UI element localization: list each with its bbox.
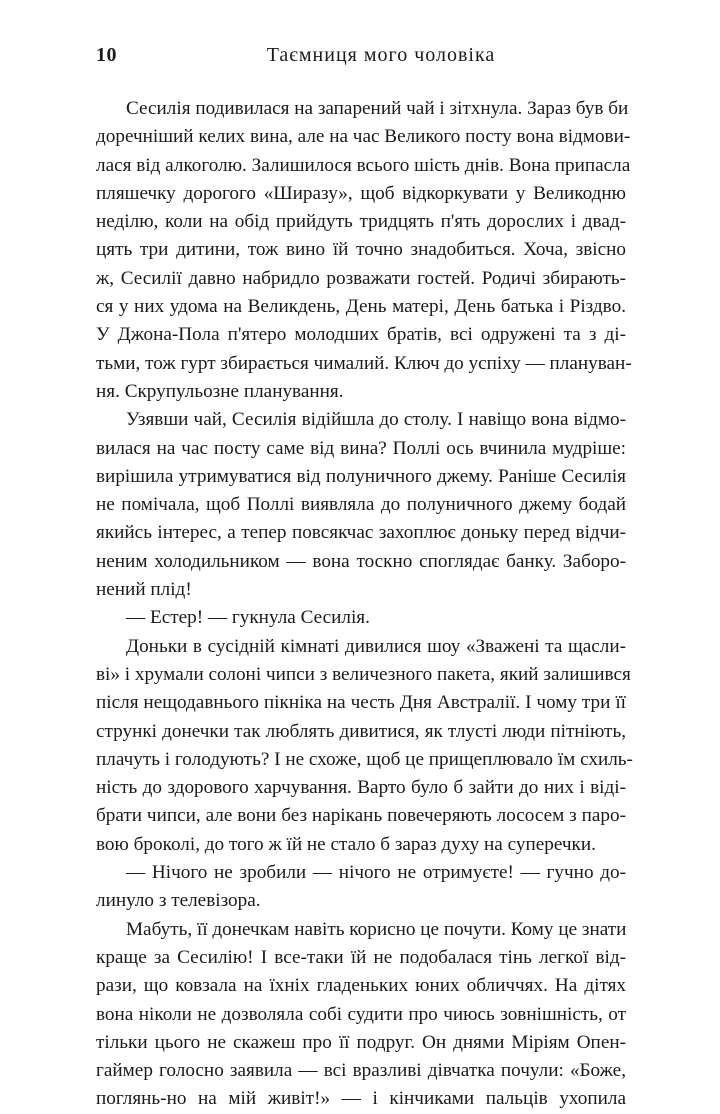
text-line: лася від алкоголю. Залишилося всього шість днів. Вона припасла: [96, 154, 631, 176]
text-line: брати чипси, але вони без нарікань повечеряють лососем з паро-: [96, 805, 626, 827]
text-line: ня. Скрупульозне планування.: [96, 380, 344, 402]
text-line: неділю, коли на обід прийдуть тридцять п'ять дорослих і двад-: [96, 211, 626, 233]
text-line: пляшечку дорогого «Ширазу», щоб відкоркувати у Великодню: [96, 182, 626, 204]
text-line: якийсь інтерес, а тепер повсякчас захоплює доньку перед відчи-: [96, 522, 626, 544]
text-line: неним холодильником — вона тоскно споглядає банку. Заборо-: [96, 550, 626, 572]
text-line: — Нічого не зробили — нічого не отримуєте! — гучно до-: [126, 862, 626, 884]
text-line: ся у них удома на Великдень, День матері, День батька і Різдво.: [96, 296, 626, 318]
text-line: плачуть і голодують? І не схоже, щоб це прищеплювало їм схиль-: [96, 748, 633, 770]
text-line: ність до здорового харчування. Варто було б зайти до них і віді-: [96, 777, 626, 799]
text-line: тільки цього не скажеш про її подруг. Он днями Міріям Опен-: [96, 1031, 626, 1053]
text-line: доречніший келих вина, але на час Великого посту вона відмови-: [96, 126, 631, 148]
text-line: ві» і хрумали солоні чипси з величезного пакета, який залишився: [96, 663, 631, 685]
page-header: [96, 44, 626, 74]
text-line: після нещодавнього пікніка на честь Дня Австралії. І чому три її: [96, 692, 626, 714]
text-line: гаймер голосно заявила — всі вразливі дівчатка почули: «Боже,: [96, 1060, 626, 1082]
text-line: Доньки в сусідній кімнаті дивилися шоу «Зважені та щасли-: [126, 635, 626, 657]
body-text: [96, 95, 633, 1114]
text-line: цять три дитини, тож вино їй точно знадобиться. Хоча, звісно: [96, 239, 626, 261]
page-number: 10: [96, 44, 117, 66]
text-line: Узявши чай, Сесилія відійшла до столу. І навіщо вона відмо-: [126, 409, 626, 431]
text-line: ж, Сесилії давно набридло розважати гостей. Родичі збирають-: [96, 267, 626, 289]
text-line: нений плід!: [96, 579, 192, 601]
text-line: вилася на час посту саме від вина? Поллі ось вчинила мудріше:: [96, 437, 626, 459]
text-line: рази, що ковзала на їхніх гладеньких юних обличчях. На дітях: [96, 975, 626, 997]
text-line: тьми, тож гурт збирається чималий. Ключ до успіху — плануван-: [96, 352, 632, 374]
text-line: краще за Сесилію! І все-таки їй не подобалася тінь легкої від-: [96, 946, 626, 968]
text-line: Сесилія подивилася на запарений чай і зітхнула. Зараз був би: [126, 98, 629, 119]
text-line: вирішила утримуватися від полуничного джему. Раніше Сесилія: [96, 465, 626, 487]
text-line: линуло з телевізора.: [96, 890, 261, 912]
running-title: Таємниця мого чоловіка: [266, 44, 496, 66]
text-line: вою броколі, до того ж їй не стало б зараз духу на суперечки.: [96, 833, 596, 855]
text-line: не помічала, щоб Поллі виявляла до полуничного джему бодай: [96, 494, 626, 516]
text-line: поглянь-но на мій живіт!» — і кінчиками пальців ухопила: [96, 1088, 626, 1110]
text-line: — Естер! — гукнула Сесилія.: [126, 607, 370, 629]
text-line: Мабуть, її донечкам навіть корисно це почути. Кому це знати: [126, 918, 627, 940]
text-line: вона ніколи не дозволяла собі судити про чиюсь зовнішність, от: [96, 1003, 626, 1025]
text-line: стрункі донечки так люблять дивитися, як тлусті люди пітніють,: [96, 720, 626, 742]
text-line: У Джона-Пола п'ятеро молодших братів, всі одружені та з ді-: [96, 324, 626, 346]
